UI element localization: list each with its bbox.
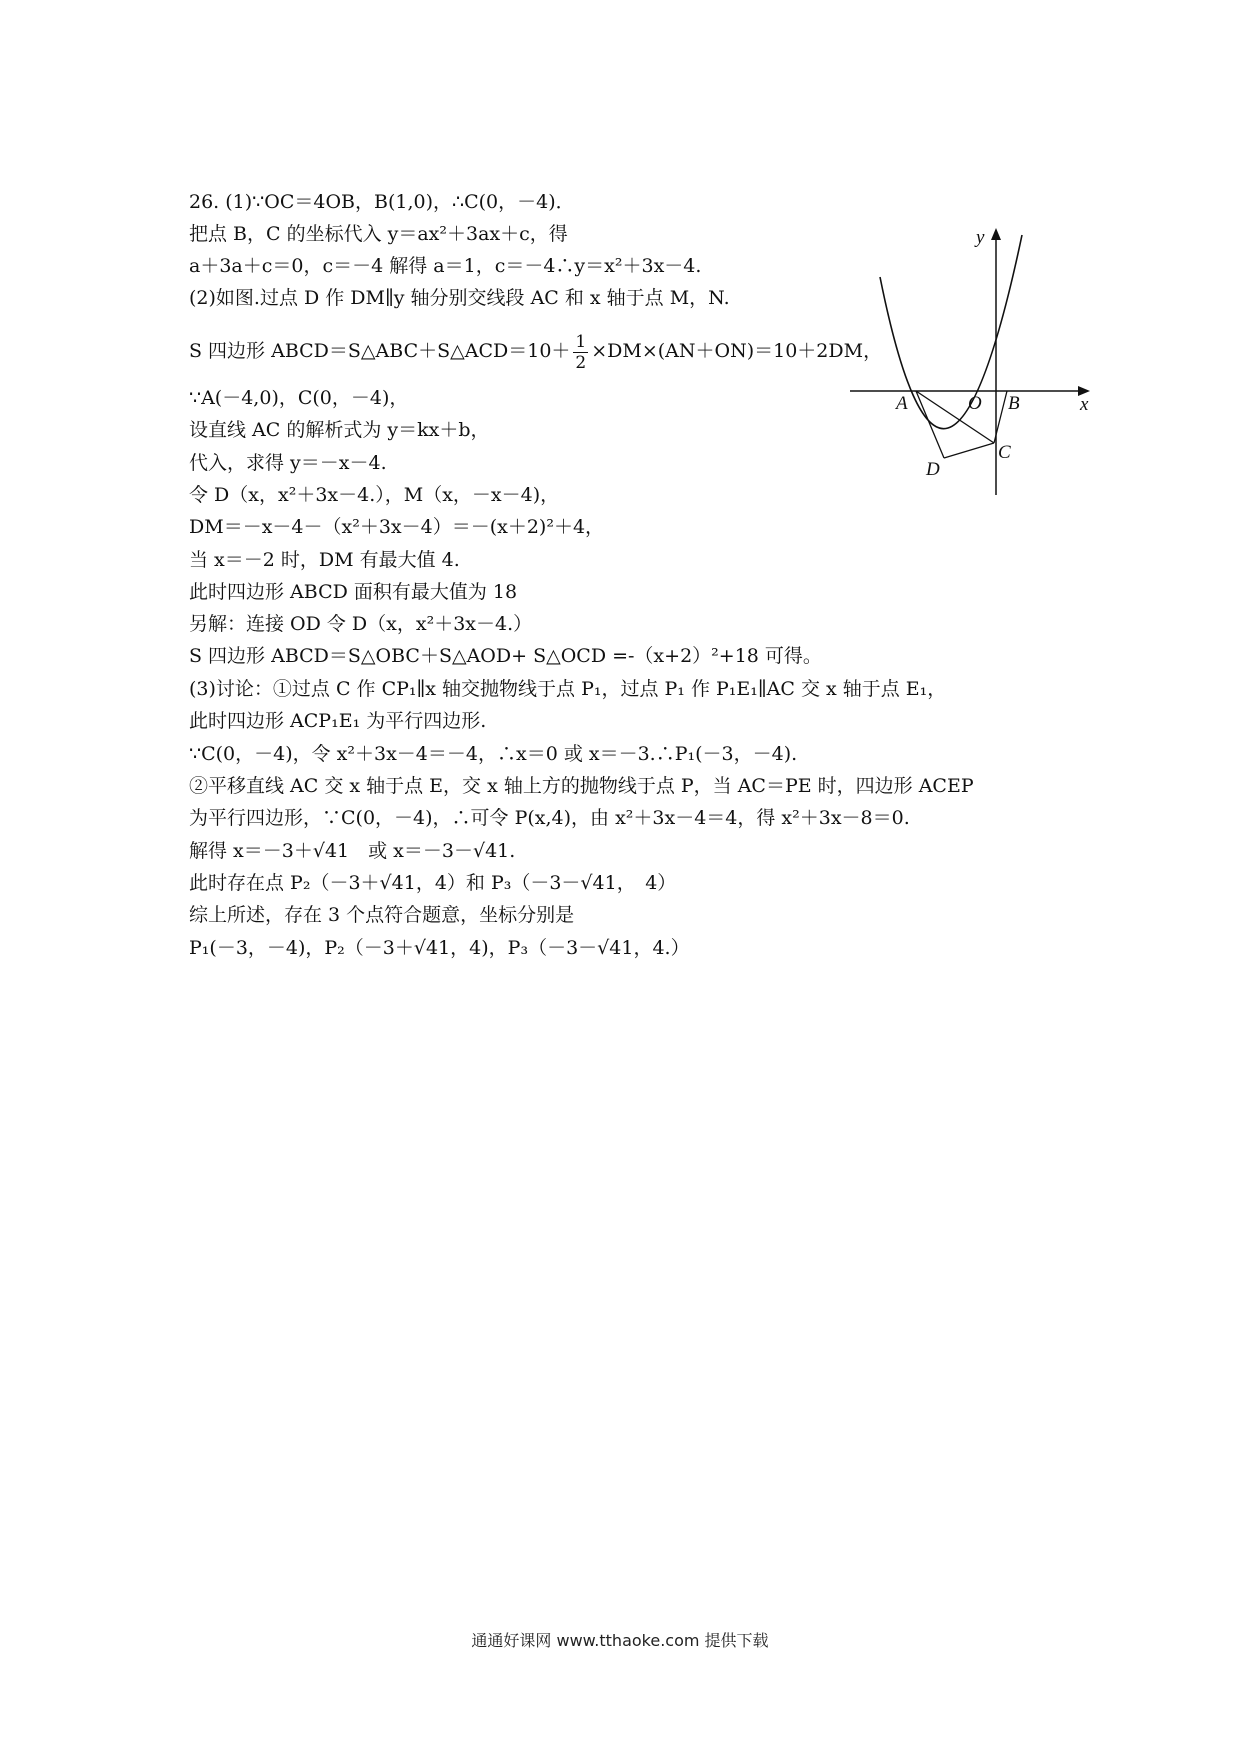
area-formula-left: S 四边形 ABCD＝S△ABC＋S△ACD＝10＋ <box>189 340 571 362</box>
solution-line-3: a＋3a＋c＝0，c＝－4 解得 a＝1，c＝－4∴y＝x²＋3x－4. <box>189 255 702 277</box>
solution-line-11: 当 x＝－2 时，DM 有最大值 4. <box>189 549 460 571</box>
solution-line-1: 26. (1)∵OC＝4OB，B(1,0)，∴C(0，－4)． <box>189 191 575 213</box>
area-formula-right: ×DM×(AN＋ON)＝10＋2DM， <box>591 340 883 362</box>
solution-line-7: 设直线 AC 的解析式为 y＝kx＋b， <box>189 419 490 441</box>
solution-line-23: P₁(－3，－4)，P₂（－3＋√41，4)，P₃（－3－√41，4.） <box>189 937 690 959</box>
solution-line-6: ∵A(－4,0)，C(0，－4)， <box>189 387 409 409</box>
label-c: C <box>998 442 1011 463</box>
solution-line-4: (2)如图.过点 D 作 DM∥y 轴分别交线段 AC 和 x 轴于点 M，N. <box>189 287 730 309</box>
solution-line-22: 综上所述，存在 3 个点符合题意，坐标分别是 <box>189 904 575 926</box>
solution-line-18: ②平移直线 AC 交 x 轴于点 E，交 x 轴上方的抛物线于点 P，当 AC＝PE 时，四边形 ACEP <box>189 775 974 797</box>
solution-line-2: 把点 B，C 的坐标代入 y＝ax²＋3ax＋c，得 <box>189 223 568 245</box>
label-d: D <box>926 459 940 480</box>
solution-line-21: 此时存在点 P₂（－3＋√41，4）和 P₃（－3－√41， 4） <box>189 872 677 894</box>
solution-line-15: (3)讨论：①过点 C 作 CP₁∥x 轴交抛物线于点 P₁，过点 P₁ 作 P₁E₁∥AC 交 x 轴于点 E₁， <box>189 678 947 700</box>
fraction-numerator: 1 <box>575 331 587 352</box>
solution-line-13: 另解：连接 OD 令 D（x，x²＋3x－4.） <box>189 613 533 635</box>
y-axis-arrow <box>991 228 1001 240</box>
parabola-figure <box>850 225 1100 505</box>
solution-line-14: S 四边形 ABCD＝S△OBC＋S△AOD+ S△OCD =-（x+2）²+18 可得。 <box>189 645 822 667</box>
solution-line-8: 代入，求得 y＝－x－4. <box>189 452 387 474</box>
fraction-denominator: 2 <box>575 352 587 373</box>
footer: 通通好课网 www.tthaoke.com 提供下载 <box>471 1631 769 1650</box>
solution-line-19: 为平行四边形，∵C(0，－4)，∴可令 P(x,4)，由 x²＋3x－4＝4，得 x²＋3x－8＝0. <box>189 807 910 829</box>
label-o: O <box>968 393 982 414</box>
solution-line-5 <box>189 326 882 376</box>
solution-line-10: DM＝－x－4－（x²＋3x－4）＝－(x＋2)²＋4， <box>189 516 605 538</box>
fraction-one-half <box>573 332 588 373</box>
solution-line-9: 令 D（x，x²＋3x－4.），M（x，－x－4)， <box>189 484 560 506</box>
label-y: y <box>976 227 985 248</box>
label-a: A <box>896 393 908 414</box>
solution-line-16: 此时四边形 ACP₁E₁ 为平行四边形. <box>189 710 487 732</box>
label-x: x <box>1080 394 1089 415</box>
solution-line-12: 此时四边形 ABCD 面积有最大值为 18 <box>189 581 518 603</box>
segment-ac <box>916 391 994 443</box>
solution-line-20: 解得 x＝－3＋√41 或 x＝－3－√41. <box>189 840 516 862</box>
segment-cd <box>944 443 994 458</box>
solution-line-17: ∵C(0，－4)，令 x²＋3x－4＝－4，∴x＝0 或 x＝－3.∴P₁(－3，－4). <box>189 743 798 765</box>
label-b: B <box>1008 393 1020 414</box>
